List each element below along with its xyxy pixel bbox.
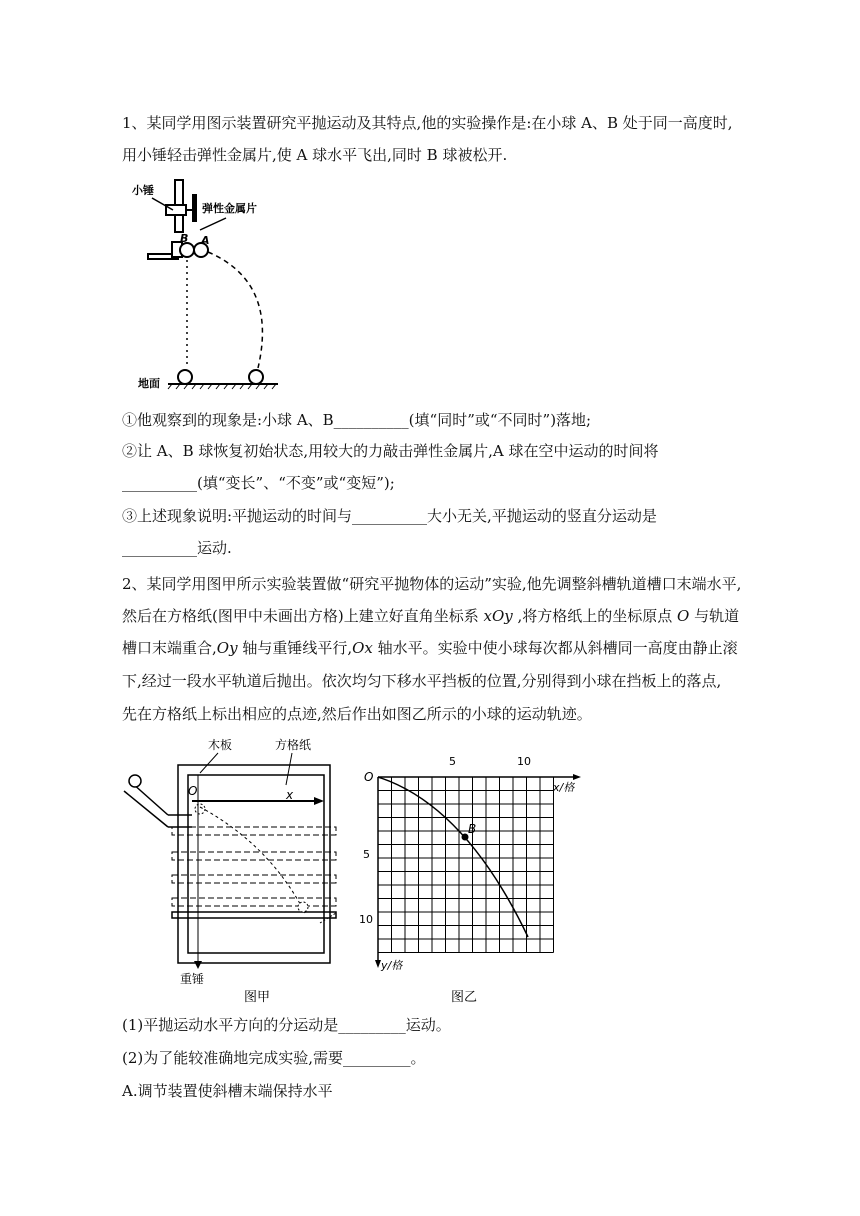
x-label-jia: x	[286, 788, 294, 802]
ball-a-label: A	[201, 234, 210, 247]
tick-10x: 10	[517, 755, 531, 768]
caption-jia: 图甲	[244, 990, 271, 1003]
q1-sub-2b: __________(填“变长”、“不变”或“变短”);	[122, 474, 395, 492]
q2-part-2: (2)为了能较准确地完成实验,需要_________。	[122, 1049, 426, 1067]
q1-sub-1: ①他观察到的现象是:小球 A、B__________(填“同时”或“不同时”)落地;	[122, 411, 592, 429]
figure-yi	[355, 735, 590, 1003]
q2-line-2: 然后在方格纸(图甲中未画出方格)上建立好直角坐标系 xOy ,将方格纸上的坐标原点 O 与轨道	[122, 607, 740, 625]
y-axis-label: y/格	[381, 959, 403, 972]
tick-5y: 5	[363, 848, 370, 861]
paper-label: 方格纸	[275, 738, 312, 752]
ground-label: 地面	[138, 377, 160, 390]
q2-line-1: 2、某同学用图甲所示实验装置做“研究平抛物体的运动”实验,他先调整斜槽轨道槽口末端水平,	[122, 575, 742, 593]
x-axis-label: x/格	[553, 781, 575, 794]
q2-line-5: 先在方格纸上标出相应的点迹,然后作出如图乙所示的小球的运动轨迹。	[122, 705, 592, 723]
tick-10y: 10	[359, 913, 373, 926]
weight-label: 重锤	[180, 972, 205, 986]
origin-label-jia: O	[188, 784, 198, 798]
ball-b-top	[180, 243, 194, 257]
caption-yi: 图乙	[451, 990, 478, 1003]
trajectory-curve	[378, 777, 528, 937]
point-b-label: B	[468, 822, 477, 836]
hammer-label: 小锤	[132, 184, 154, 197]
ball-b-label: B	[180, 232, 189, 245]
q1-line-2: 用小锤轻击弹性金属片,使 A 球水平飞出,同时 B 球被松开.	[122, 146, 508, 164]
q2-option-a: A.调节装置使斜槽末端保持水平	[122, 1082, 333, 1100]
q2-line-4: 下,经过一段水平轨道后抛出。依次均匀下移水平挡板的位置,分别得到小球在挡板上的落点,	[122, 672, 722, 690]
q1-sub-3b: __________运动.	[122, 539, 232, 557]
graph-grid	[378, 777, 554, 953]
q2-line-3: 槽口末端重合,Oy 轴与重锤线平行,Ox 轴水平。实验中使小球每次都从斜槽同一高度由静止滚	[122, 639, 738, 657]
origin-label-yi: O	[364, 770, 374, 784]
q1-sub-2a: ②让 A、B 球恢复初始状态,用较大的力敲击弹性金属片,A 球在空中运动的时间将	[122, 442, 659, 460]
board-label: 木板	[208, 738, 233, 752]
q1-sub-3a: ③上述现象说明:平抛运动的时间与__________大小无关,平抛运动的竖直分运动是	[122, 507, 657, 525]
tick-5x: 5	[449, 755, 456, 768]
plate-label: 弹性金属片	[202, 202, 257, 215]
q1-line-1: 1、某同学用图示装置研究平抛运动及其特点,他的实验操作是:在小球 A、B 处于同一高度时,	[122, 114, 733, 132]
q2-part-1: (1)平抛运动水平方向的分运动是_________运动。	[122, 1016, 451, 1034]
q1-apparatus-figure	[128, 172, 298, 397]
figure-jia	[120, 735, 345, 1003]
